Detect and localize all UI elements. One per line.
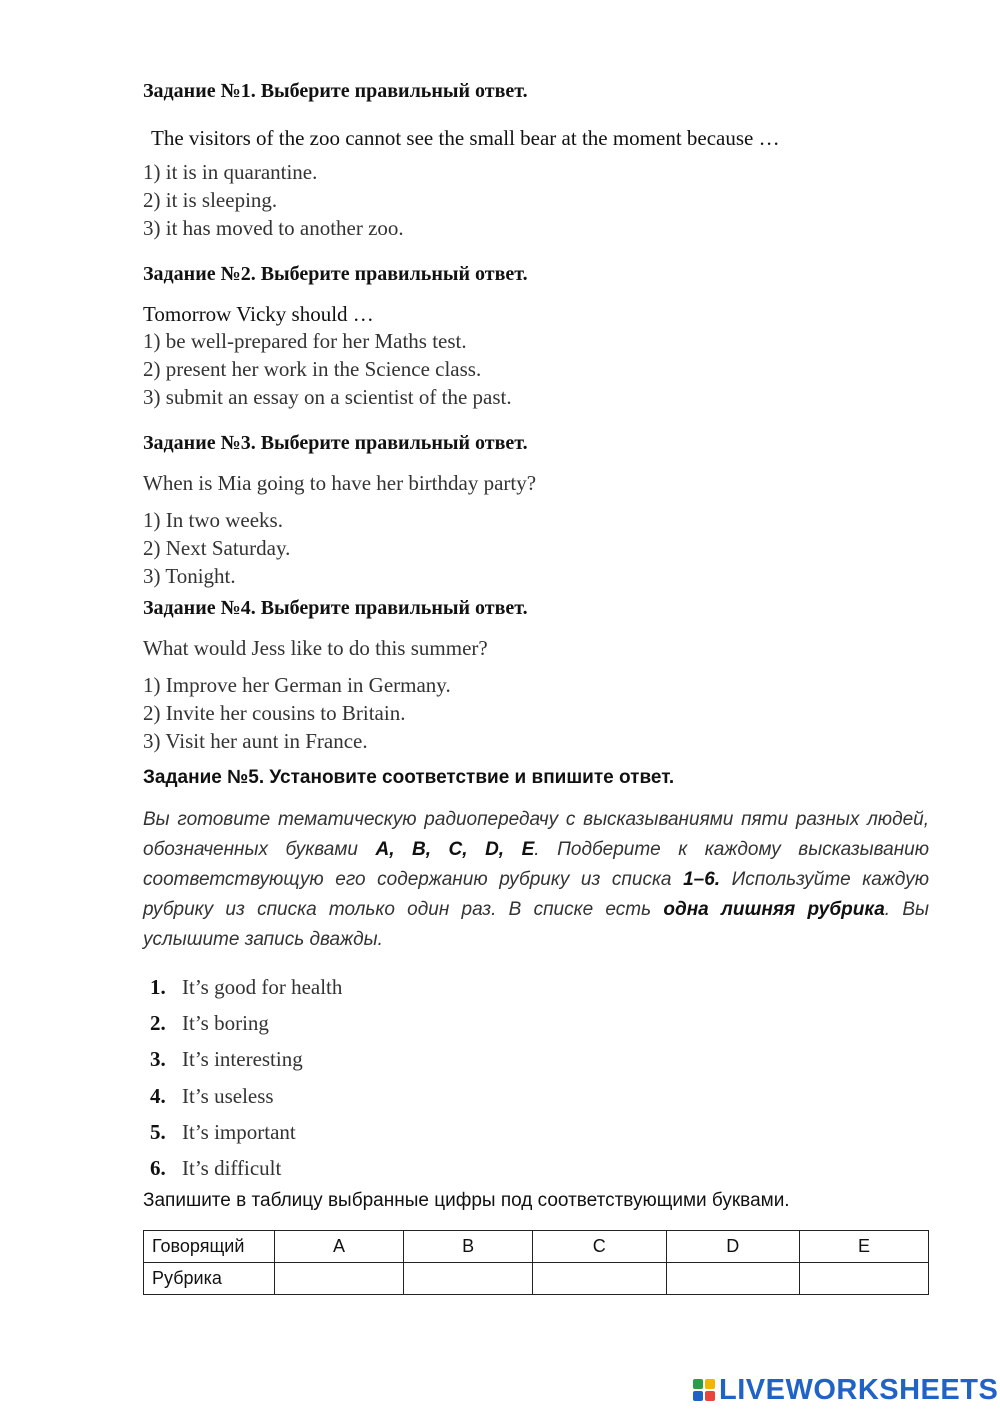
task5-instruction-letters: A, B, C, D, E [375, 839, 535, 860]
task5-instruction-part: . Вы услышите запись дважды. [143, 899, 929, 950]
column-header-e: E [799, 1231, 928, 1263]
rubric-item [150, 975, 342, 1000]
answer-table [143, 1230, 929, 1295]
logo-icon [693, 1379, 715, 1401]
rubric-number: 6. [150, 1156, 166, 1180]
column-header-d: D [666, 1231, 799, 1263]
rubric-item [150, 1120, 296, 1145]
task1-option-1: 1) it is in quarantine. [143, 160, 318, 184]
logo-square-icon [705, 1391, 715, 1401]
task3-question: When is Mia going to have her birthday party? [143, 471, 537, 495]
liveworksheets-logo [693, 1372, 998, 1408]
table-row [144, 1231, 929, 1263]
logo-square-icon [693, 1379, 703, 1389]
table-instruction: Запишите в таблицу выбранные цифры под соответствующими буквами. [143, 1190, 790, 1211]
task1-option-2: 2) it is sleeping. [143, 188, 278, 212]
task5-instruction-range: 1–6. [683, 869, 721, 890]
rubric-number: 5. [150, 1120, 166, 1144]
task3-heading: Задание №3. Выберите правильный ответ. [143, 432, 528, 454]
rubric-item [150, 1084, 274, 1109]
row-label-speaker: Говорящий [144, 1231, 275, 1263]
rubric-item [150, 1156, 281, 1181]
task4-question: What would Jess like to do this summer? [143, 636, 488, 660]
task5-instruction-part: Используйте каждую рубрику из списка только один раз. В списке есть [143, 869, 929, 920]
rubric-text: It’s good for health [182, 975, 343, 999]
task2-option-3: 3) submit an essay on a scientist of the past. [143, 385, 512, 409]
rubric-text: It’s useless [182, 1084, 274, 1108]
task5-heading: Задание №5. Установите соответствие и впишите ответ. [143, 767, 675, 788]
task5-instruction-part: Вы готовите тематическую радиопередачу с высказываниями пяти разных людей, обозначенных буквами [143, 809, 929, 860]
task4-option-3: 3) Visit her aunt in France. [143, 729, 368, 753]
task2-option-1: 1) be well-prepared for her Maths test. [143, 329, 467, 353]
row-label-rubric: Рубрика [144, 1263, 275, 1295]
rubric-number: 3. [150, 1047, 166, 1071]
task5-instruction [143, 805, 929, 955]
task2-heading: Задание №2. Выберите правильный ответ. [143, 263, 528, 285]
answer-cell-b[interactable] [404, 1263, 533, 1295]
answer-cell-a[interactable] [275, 1263, 404, 1295]
task1-heading: Задание №1. Выберите правильный ответ. [143, 80, 528, 102]
rubric-number: 1. [150, 975, 166, 999]
rubric-number: 4. [150, 1084, 166, 1108]
rubric-item [150, 1011, 269, 1036]
task1-question: The visitors of the zoo cannot see the small bear at the moment because … [151, 126, 780, 150]
task4-heading: Задание №4. Выберите правильный ответ. [143, 597, 528, 619]
task5-instruction-part: . Подберите к каждому высказыванию соответствующую его содержанию рубрику из списка [143, 839, 930, 890]
task2-question: Tomorrow Vicky should … [143, 302, 374, 326]
answer-cell-c[interactable] [533, 1263, 666, 1295]
rubric-text: It’s boring [182, 1011, 269, 1035]
task3-option-2: 2) Next Saturday. [143, 536, 291, 560]
task5-instruction-emphasis: одна лишняя рубрика [663, 899, 885, 920]
rubric-number: 2. [150, 1011, 166, 1035]
rubric-item [150, 1047, 303, 1072]
column-header-b: B [404, 1231, 533, 1263]
logo-text: LIVEWORKSHEETS [719, 1373, 999, 1406]
logo-square-icon [693, 1391, 703, 1401]
task3-option-1: 1) In two weeks. [143, 508, 283, 532]
logo-square-icon [705, 1379, 715, 1389]
column-header-a: A [275, 1231, 404, 1263]
task1-option-3: 3) it has moved to another zoo. [143, 216, 404, 240]
task4-option-2: 2) Invite her cousins to Britain. [143, 701, 406, 725]
rubric-text: It’s important [182, 1120, 296, 1144]
column-header-c: C [533, 1231, 666, 1263]
answer-cell-e[interactable] [799, 1263, 928, 1295]
answer-cell-d[interactable] [666, 1263, 799, 1295]
task4-option-1: 1) Improve her German in Germany. [143, 673, 451, 697]
rubric-text: It’s difficult [182, 1156, 282, 1180]
task2-option-2: 2) present her work in the Science class. [143, 357, 482, 381]
table-row [144, 1263, 929, 1295]
task3-option-3: 3) Tonight. [143, 564, 236, 588]
rubric-text: It’s interesting [182, 1047, 303, 1071]
